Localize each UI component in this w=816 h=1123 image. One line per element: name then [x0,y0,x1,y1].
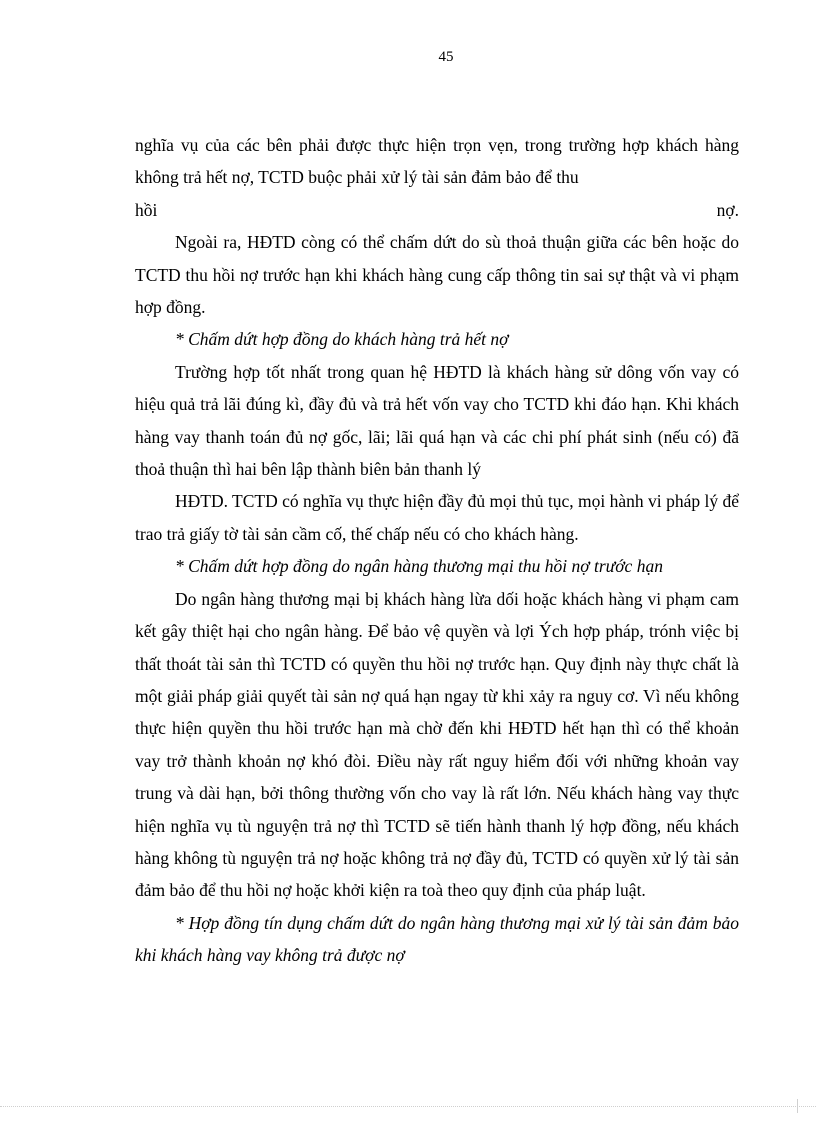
section-heading: * Chấm dứt hợp đồng do ngân hàng thương mại thu hồi nợ trước hạn [175,556,663,577]
section-heading: * Chấm dứt hợp đồng do khách hàng trả hết nợ [175,329,509,350]
line-word-left: hồi [135,199,158,220]
paragraph: HĐTD. TCTD có nghĩa vụ thực hiện đầy đủ mọi thủ tục, mọi hành vi pháp lý để trao trả giấy tờ tài sản cầm cố, thế chấp nếu có cho khách hàng. [135,491,739,544]
page-number: 45 [438,49,454,65]
paragraph: Do ngân hàng thương mại bị khách hàng lừa dối hoặc khách hàng vi phạm cam kết gây thiệt hại cho ngân hàng. Để bảo vệ quyền và lợi Ých hợp pháp, trónh việc bị thất thoát tài sản thì TCTD có quyền thu hồi nợ trước hạn. Quy định này thực chất là một giải pháp giải quyết tài sản nợ quá hạn ngay từ khi xảy ra nguy cơ. Vì nếu không thực hiện quyền thu hồi trước hạn mà chờ đến khi HĐTD hết hạn thì có thể khoản vay trở thành khoản nợ khó đòi. Điều này rất nguy hiểm đối với những khoản vay trung và dài hạn, bởi thông thường vốn cho vay là rất lớn. Nếu khách hàng vay thực hiện nghĩa vụ tù nguyện trả nợ thì TCTD sẽ tiến hành thanh lý hợp đồng, nếu khách hàng không tù nguyện trả nợ hoặc không trả nợ đầy đủ, TCTD có quyền xử lý tài sản đảm bảo để thu hồi nợ hoặc khởi kiện ra toà theo quy định của pháp luật. [135,588,739,901]
page-corner-mark [797,1099,798,1113]
paragraph: Trường hợp tốt nhất trong quan hệ HĐTD là khách hàng sử dông vốn vay có hiệu quả trả lãi đúng kì, đầy đủ và trả hết vốn vay cho TCTD khi đáo hạn. Khi khách hàng vay thanh toán đủ nợ gốc, lãi; lãi quá hạn và các chi phí phát sinh (nếu có) đã thoả thuận thì hai bên lập thành biên bản thanh lý [135,361,739,480]
justified-line [135,194,739,226]
line-word-right: nợ. [716,199,739,220]
page-bottom-border [0,1106,816,1107]
section-heading: * Hợp đồng tín dụng chấm dứt do ngân hàng thương mại xử lý tài sản đảm bảo khi khách hàng vay không trả được nợ [135,912,739,966]
paragraph: Ngoài ra, HĐTD còng có thể chấm dứt do sù thoả thuận giữa các bên hoặc do TCTD thu hồi nợ trước hạn khi khách hàng cung cấp thông tin sai sự thật và vi phạm hợp đồng. [135,232,739,318]
document-body [135,129,739,972]
paragraph: nghĩa vụ của các bên phải được thực hiện trọn vẹn, trong trường hợp khách hàng không trả hết nợ, TCTD buộc phải xử lý tài sản đảm bảo để thu [135,135,739,188]
